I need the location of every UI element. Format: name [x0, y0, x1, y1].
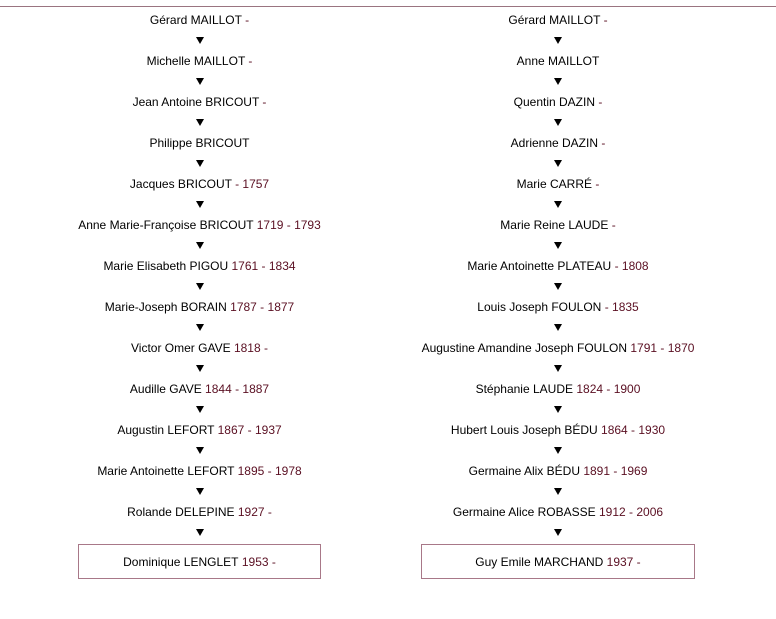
- down-arrow-icon: [554, 78, 562, 85]
- lineage-entry[interactable]: Stéphanie LAUDE 1824 - 1900: [475, 382, 641, 396]
- lineage-entry[interactable]: Gérard MAILLOT -: [149, 13, 250, 27]
- lineage-entry[interactable]: Marie Reine LAUDE -: [500, 218, 616, 232]
- down-arrow-icon: [196, 447, 204, 454]
- down-arrow-icon: [554, 242, 562, 249]
- lineage-entry[interactable]: Marie CARRÉ -: [516, 177, 600, 191]
- down-arrow-icon: [554, 160, 562, 167]
- down-arrow-icon: [554, 119, 562, 126]
- lineage-entry[interactable]: Rolande DELEPINE 1927 -: [127, 505, 272, 519]
- lineage-entry[interactable]: Louis Joseph FOULON - 1835: [477, 300, 639, 314]
- final-person-box[interactable]: Guy Emile MARCHAND 1937 -: [421, 544, 695, 579]
- lineage-entry[interactable]: Audille GAVE 1844 - 1887: [129, 382, 270, 396]
- lineage-entry[interactable]: Marie Antoinette LEFORT 1895 - 1978: [97, 464, 302, 478]
- lineage-entry[interactable]: Germaine Alice ROBASSE 1912 - 2006: [452, 505, 664, 519]
- lineage-entry[interactable]: Augustin LEFORT 1867 - 1937: [117, 423, 282, 437]
- down-arrow-icon: [554, 406, 562, 413]
- down-arrow-icon: [196, 242, 204, 249]
- lineage-entry[interactable]: Augustine Amandine Joseph FOULON 1791 - 1870: [421, 341, 695, 355]
- lineage-entry[interactable]: Anne Marie-Françoise BRICOUT 1719 - 1793: [78, 218, 321, 232]
- lineage-entry[interactable]: Jacques BRICOUT - 1757: [129, 177, 270, 191]
- down-arrow-icon: [554, 488, 562, 495]
- down-arrow-icon: [196, 406, 204, 413]
- down-arrow-icon: [196, 37, 204, 44]
- lineage-entry[interactable]: Marie-Joseph BORAIN 1787 - 1877: [104, 300, 295, 314]
- down-arrow-icon: [196, 488, 204, 495]
- lineage-entry[interactable]: Gérard MAILLOT -: [508, 13, 608, 27]
- lineage-entry[interactable]: Anne MAILLOT: [516, 54, 600, 68]
- lineage-entry[interactable]: Michelle MAILLOT -: [146, 54, 253, 68]
- lineage-entry[interactable]: Hubert Louis Joseph BÉDU 1864 - 1930: [450, 423, 666, 437]
- down-arrow-icon: [554, 447, 562, 454]
- lineage-entry[interactable]: Marie Elisabeth PIGOU 1761 - 1834: [103, 259, 296, 273]
- down-arrow-icon: [554, 365, 562, 372]
- down-arrow-icon: [554, 283, 562, 290]
- lineage-entry[interactable]: Philippe BRICOUT: [149, 136, 250, 150]
- down-arrow-icon: [196, 365, 204, 372]
- down-arrow-icon: [196, 119, 204, 126]
- down-arrow-icon: [554, 324, 562, 331]
- lineage-entry[interactable]: Victor Omer GAVE 1818 -: [131, 341, 268, 355]
- down-arrow-icon: [554, 37, 562, 44]
- down-arrow-icon: [554, 201, 562, 208]
- down-arrow-icon: [196, 283, 204, 290]
- down-arrow-icon: [196, 201, 204, 208]
- lineage-entry[interactable]: Adrienne DAZIN -: [510, 136, 606, 150]
- down-arrow-icon: [554, 529, 562, 536]
- lineage-entry[interactable]: Germaine Alix BÉDU 1891 - 1969: [468, 464, 648, 478]
- top-divider: [0, 6, 776, 7]
- down-arrow-icon: [196, 160, 204, 167]
- down-arrow-icon: [196, 529, 204, 536]
- down-arrow-icon: [196, 78, 204, 85]
- lineage-entry[interactable]: Jean Antoine BRICOUT -: [132, 95, 267, 109]
- lineage-entry[interactable]: Quentin DAZIN -: [513, 95, 603, 109]
- final-person-box[interactable]: Dominique LENGLET 1953 -: [78, 544, 321, 579]
- lineage-entry[interactable]: Marie Antoinette PLATEAU - 1808: [467, 259, 649, 273]
- down-arrow-icon: [196, 324, 204, 331]
